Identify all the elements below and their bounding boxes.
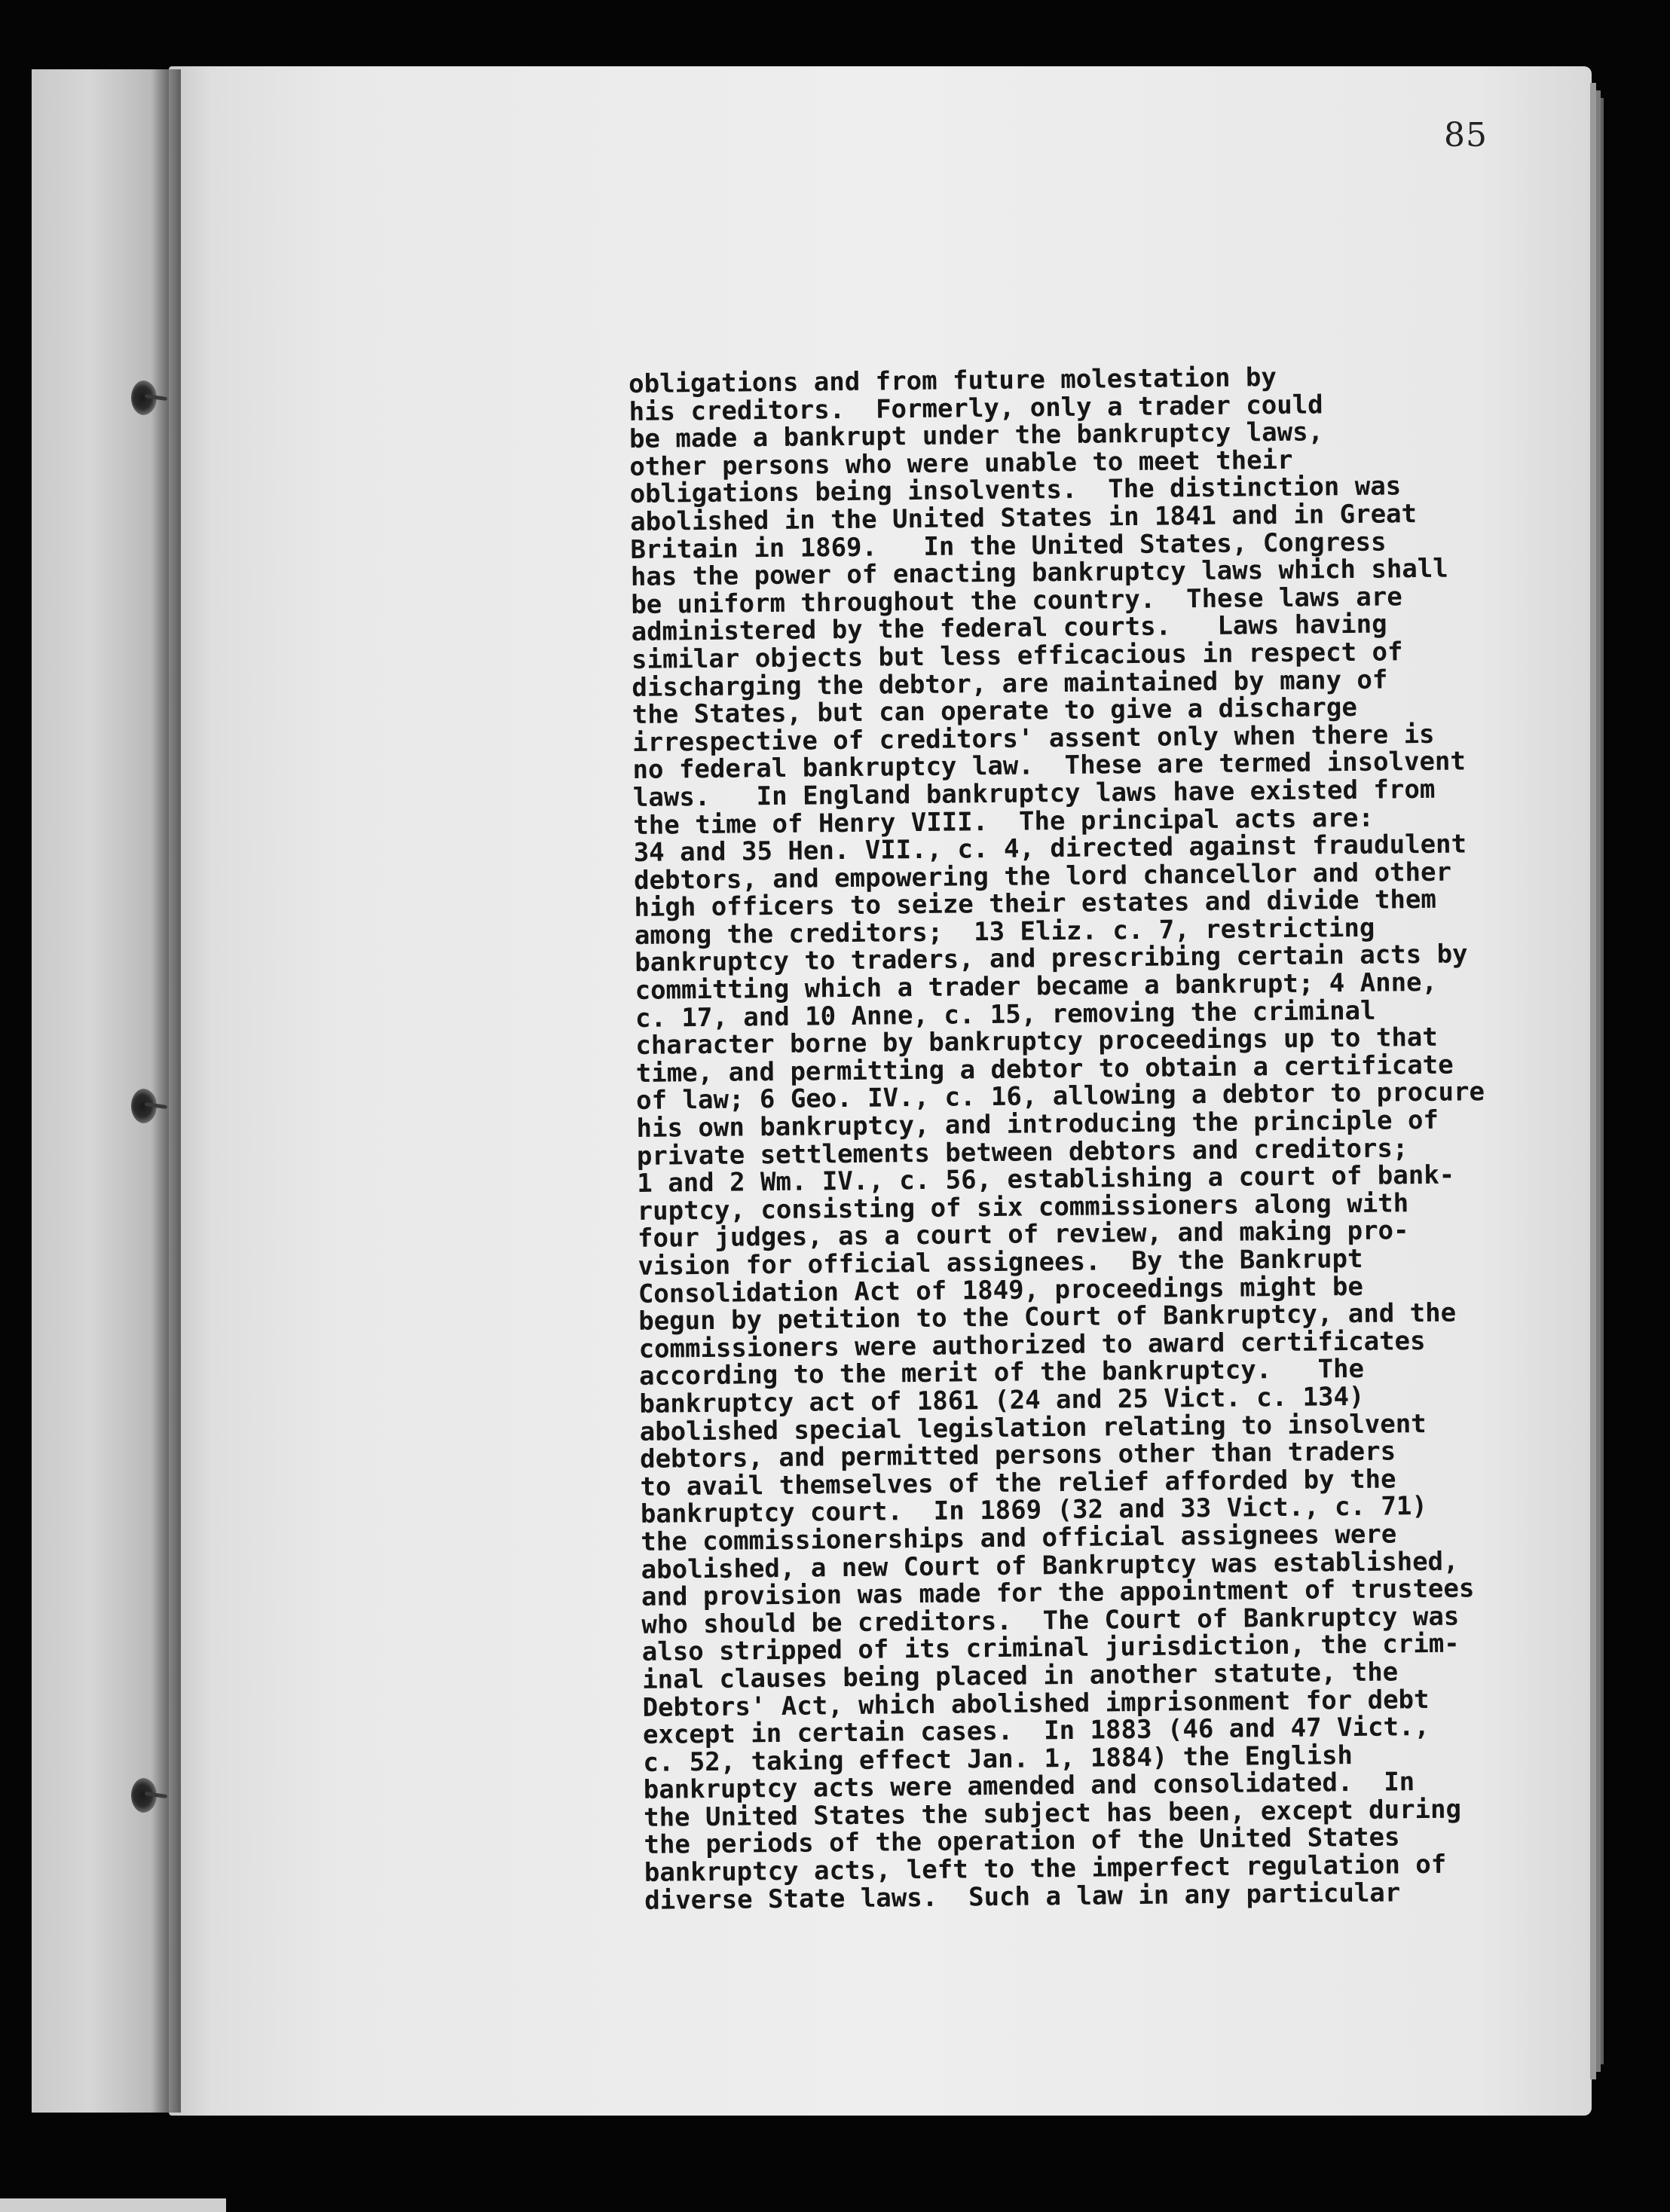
text-line: private settlements between debtors and creditors;	[636, 1132, 1408, 1172]
text-line: also stripped of its criminal jurisdiction, the crim-	[641, 1628, 1460, 1668]
text-line: Britain in 1869. In the United States, Congress	[630, 527, 1387, 565]
text-line: obligations being insolvents. The distinction was	[629, 471, 1402, 510]
text-line: bankruptcy act of 1861 (24 and 25 Vict. c. 134)	[639, 1381, 1365, 1419]
gutter-shadow	[151, 69, 181, 2113]
text-line: no federal bankruptcy law. These are termed insolvent	[632, 746, 1467, 786]
text-line: four judges, as a court of review, and making pro-	[637, 1215, 1409, 1254]
text-line: according to the merit of the bankruptcy. The	[638, 1354, 1365, 1392]
text-line: bankruptcy acts were amended and consolidated. In	[643, 1767, 1415, 1806]
text-line: bankruptcy court. In 1869 (32 and 33 Vict., c. 71)	[640, 1491, 1428, 1530]
text-line: the United States the subject has been, except during	[643, 1794, 1462, 1833]
bottom-strip	[0, 2198, 226, 2212]
text-line: c. 17, and 10 Anne, c. 15, removing the criminal	[635, 995, 1376, 1034]
text-line: other persons who were unable to meet their	[629, 445, 1293, 482]
text-line: character borne by bankruptcy proceedings up to that	[635, 1022, 1438, 1062]
text-line: his own bankruptcy, and introducing the principle of	[636, 1104, 1439, 1144]
text-line: c. 52, taking effect Jan. 1, 1884) the English	[643, 1740, 1353, 1778]
text-line: and provision was made for the appointment of trustees	[641, 1573, 1475, 1613]
text-line: bankruptcy acts, left to the imperfect regulation of	[644, 1849, 1447, 1888]
text-line: administered by the federal courts. Laws having	[631, 609, 1387, 648]
text-line: the time of Henry VIII. The principal acts are:	[633, 802, 1375, 841]
text-line: abolished in the United States in 1841 and in Great	[629, 499, 1418, 537]
text-line: irrespective of creditors' assent only when there is	[632, 719, 1435, 758]
text-line: bankruptcy to traders, and prescribing certain acts by	[635, 939, 1468, 979]
binding-stitch	[131, 1089, 157, 1123]
text-line: abolished special legislation relating to insolvent	[639, 1408, 1427, 1447]
text-line: committing which a trader became a bankrupt; 4 Anne,	[635, 967, 1438, 1007]
text-line: of law; 6 Geo. IV., c. 16, allowing a debtor to procure	[635, 1077, 1485, 1117]
text-line: except in certain cases. In 1883 (46 and 47 Vict.,	[642, 1712, 1430, 1750]
binding-stitch	[131, 380, 157, 415]
text-line: among the creditors; 13 Eliz. c. 7, restricting	[634, 912, 1375, 951]
text-line: diverse State laws. Such a law in any particular	[644, 1877, 1401, 1916]
text-line: abolished, a new Court of Bankruptcy was established,	[641, 1546, 1459, 1585]
text-line: be made a bankrupt under the bankruptcy laws,	[629, 417, 1324, 455]
text-line: debtors, and permitted persons other than traders	[639, 1436, 1396, 1475]
text-line: the commissionerships and official assignees were	[641, 1519, 1397, 1557]
text-line: who should be creditors. The Court of Bankruptcy was	[641, 1601, 1460, 1640]
text-line: time, and permitting a debtor to obtain a certificate	[635, 1049, 1454, 1089]
text-line: inal clauses being placed in another statute, the	[641, 1657, 1399, 1695]
text-line: high officers to seize their estates and divide them	[634, 884, 1437, 924]
text-line: Debtors' Act, which abolished imprisonment for debt	[642, 1684, 1430, 1723]
text-line: has the power of enacting bankruptcy laws which shall	[630, 553, 1448, 593]
text-line: the periods of the operation of the United States	[644, 1822, 1400, 1861]
text-line: his creditors. Formerly, only a trader could	[629, 389, 1323, 427]
text-line: ruptcy, consisting of six commissioners along with	[637, 1188, 1409, 1227]
text-line: 34 and 35 Hen. VII., c. 4, directed against fraudulent	[633, 829, 1467, 869]
text-line: obligations and from future molestation by	[628, 362, 1277, 399]
text-line: begun by petition to the Court of Bankruptcy, and the	[638, 1297, 1457, 1337]
text-line: vision for official assignees. By the Bankrupt	[638, 1243, 1363, 1282]
page-number: 85	[1444, 116, 1488, 154]
text-line: 1 and 2 Wm. IV., c. 56, establishing a court of bank-	[637, 1159, 1455, 1199]
text-line: to avail themselves of the relief afforded by the	[640, 1464, 1396, 1502]
text-line: discharging the debtor, are maintained by many of	[632, 665, 1388, 703]
body-text	[629, 360, 1624, 1914]
text-line: Consolidation Act of 1849, proceedings might be	[638, 1271, 1364, 1309]
text-line: the States, but can operate to give a discharge	[632, 692, 1358, 731]
text-line: commissioners were authorized to award certificates	[638, 1325, 1426, 1364]
binding-stitch	[131, 1778, 157, 1813]
text-line: laws. In England bankruptcy laws have existed from	[632, 774, 1436, 813]
text-line: be uniform throughout the country. These laws are	[631, 582, 1402, 620]
text-line: similar objects but less efficacious in respect of	[631, 637, 1403, 675]
text-line: debtors, and empowering the lord chancellor and other	[633, 857, 1452, 896]
